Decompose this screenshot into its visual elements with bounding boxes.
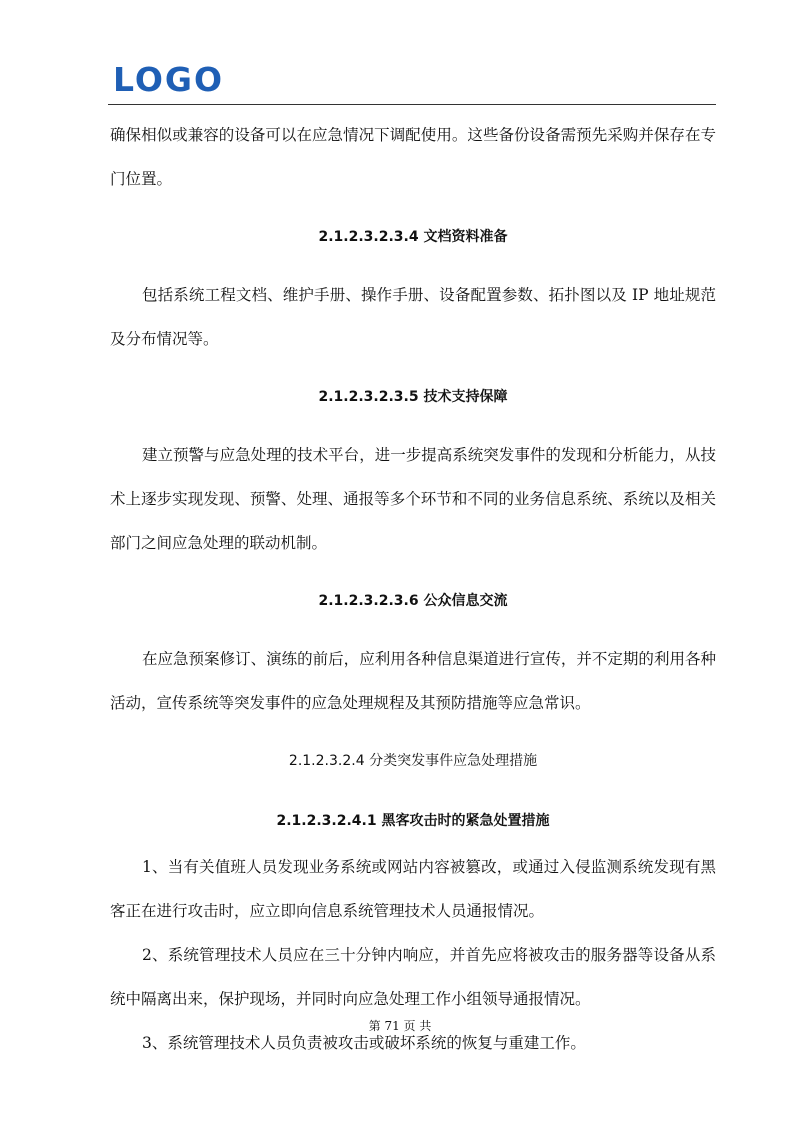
paragraph: 2、系统管理技术人员应在三十分钟内响应，并首先应将被攻击的服务器等设备从系统中隔离出来，保护现场，并同时向应急处理工作小组领导通报情况。 [110, 946, 716, 1008]
section-heading: 2.1.2.3.2.3.6 公众信息交流 [318, 593, 508, 609]
paragraph: 建立预警与应急处理的技术平台，进一步提高系统突发事件的发现和分析能力，从技术上逐步实现发现、预警、处理、通报等多个环节和不同的业务信息系统、系统以及相关部门之间应急处理的联动机制。 [110, 446, 716, 552]
section-heading: 2.1.2.3.2.3.4 文档资料准备 [318, 229, 508, 245]
section-heading: 2.1.2.3.2.4.1 黑客攻击时的紧急处置措施 [276, 813, 550, 829]
section-heading: 2.1.2.3.2.4 分类突发事件应急处理措施 [288, 753, 538, 769]
paragraph: 确保相似或兼容的设备可以在应急情况下调配使用。这些备份设备需预先采购并保存在专门位置。 [110, 126, 716, 188]
document-body [110, 113, 716, 1065]
paragraph: 3、系统管理技术人员负责被攻击或破坏系统的恢复与重建工作。 [142, 1034, 586, 1052]
logo: LOGO [113, 60, 225, 99]
paragraph: 在应急预案修订、演练的前后，应利用各种信息渠道进行宣传，并不定期的利用各种活动，宣传系统等突发事件的应急处理规程及其预防措施等应急常识。 [110, 650, 716, 712]
page-number-footer: 第 71 页 共 [368, 1019, 432, 1033]
section-heading: 2.1.2.3.2.3.5 技术支持保障 [318, 389, 508, 405]
header-divider [108, 104, 716, 105]
paragraph: 包括系统工程文档、维护手册、操作手册、设备配置参数、拓扑图以及 IP 地址规范及分布情况等。 [110, 286, 716, 348]
paragraph: 1、当有关值班人员发现业务系统或网站内容被篡改，或通过入侵监测系统发现有黑客正在进行攻击时，应立即向信息系统管理技术人员通报情况。 [110, 858, 716, 920]
